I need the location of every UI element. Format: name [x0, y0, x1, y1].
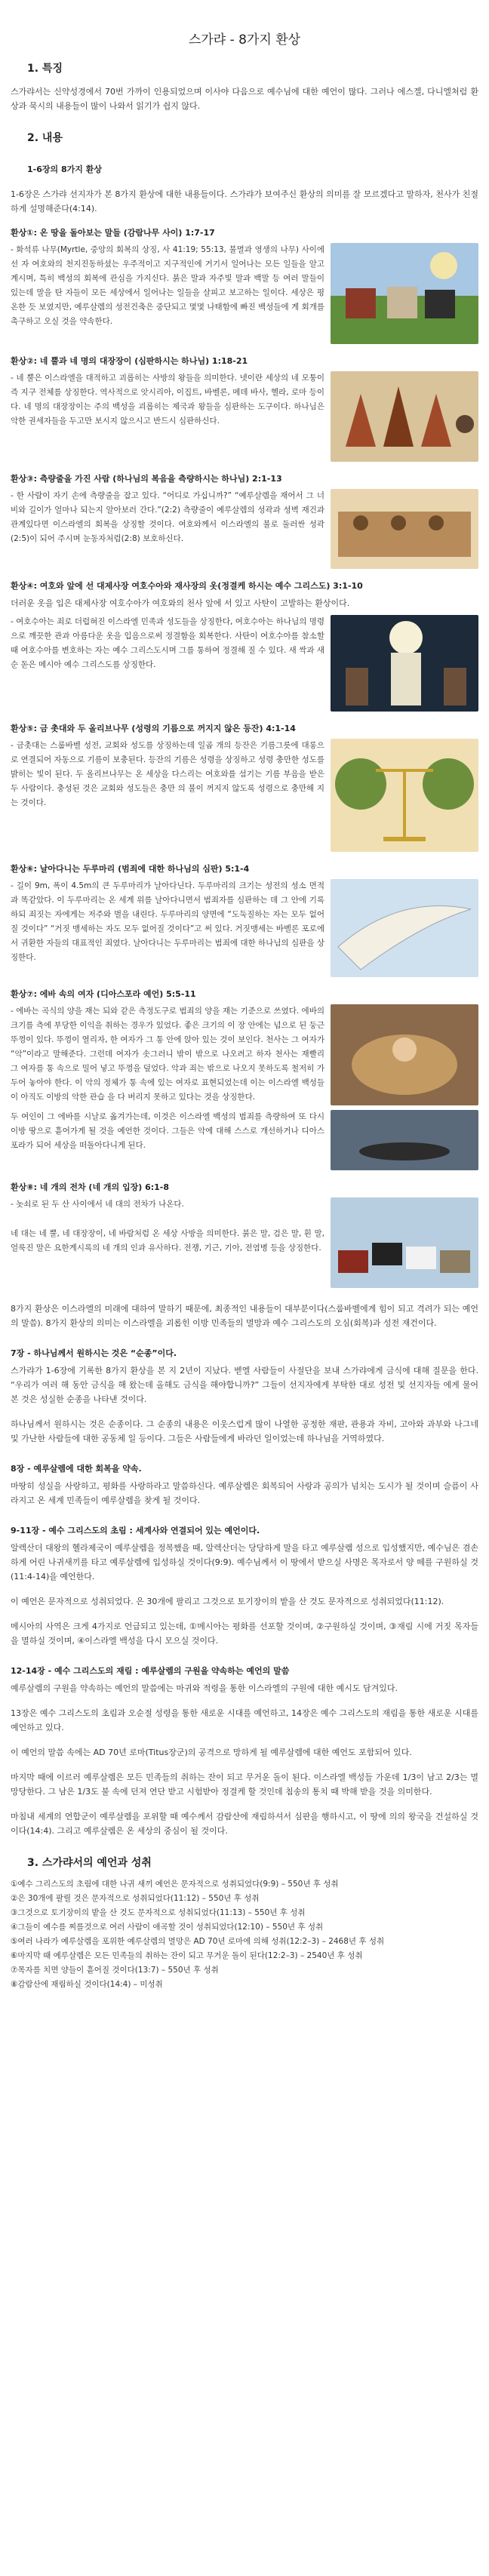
- vision-woman-in-basket-illustration: [331, 1004, 478, 1105]
- chapter-9-11: [11, 1524, 478, 1648]
- vision-1-text: - 화석류 나무(Myrtle, 중앙의 회복의 상징, 사 41:19; 55:13, 불멸과 영생의 나무) 사이에 선 자 여호와의 천지진동하셨는 우주적이고 지구적인에 거기서 일어나는 모든 일들을 알고 계시며, 특히 백성의 회복에 관심을 가지신다. 붉은 말과 자주빛 말과 백말 등 여러 말들이 있는데 말을 탄 자들이 모든 세상에서 일어나는 일들을 살피고 보고하는 일이다. 세상은 평온한 듯 보였지만, 예루살렘의 성전건축은 중단되고 몇몇 나태함에 빠진 백성들에 게 회개를 촉구하고 오실 것을 약속한다.: [11, 245, 324, 326]
- vision-4: [11, 579, 478, 712]
- chapter-12-14-text-5: 마침내 세계의 연합군이 예루살렘을 포위할 때 예수께서 감람산에 재림하셔서 심판을 행하시고, 이 땅에 의의 왕국을 건설하실 것이다(14:4). 그리고 예루살렘은 온 세상의 중심이 될 것이다.: [11, 1812, 478, 1836]
- vision-5-text: - 금촛대는 스룹바벨 성전, 교회와 성도를 상징하는데 일곱 개의 등잔은 기름그릇에 대롱으로 연결되어 자동으로 기름이 보충된다. 등잔의 기름은 성령을 상징하고 성령 충만한 성도를 밝히는 빛이 된다. 두 올리브나무는 온 세상을 다스리는 여호와를 섬기는 기름 부음을 받은 두 사람이다. 충성된 것은 교회와 성도들은 충만 의 불이 꺼지지 않도록 성령으로 충만해 지는 것이다.: [11, 741, 324, 807]
- chapter-9-11-text-3: 메시아의 사역은 크게 4가지로 언급되고 있는데, ①메시아는 평화를 선포할 것이며, ②구원하실 것이며, ③재림 시에 거짓 목자들을 멸하실 것이며, ④이스라엘 백성을 다시 모으실 것이다.: [11, 1622, 478, 1646]
- list-item: ②은 30개에 팔릴 것은 문자적으로 성취되었다(11:12) – 550년 후 성취: [11, 1894, 260, 1903]
- section-heading: 2. 내용: [27, 132, 63, 144]
- chapter-9-11-text-1: 알렉산더 대왕의 헬라제국이 예루살렘을 정복했을 때, 알렉산더는 당당하게 말을 타고 예루살렘 성으로 입성했지만, 예수님은 겸손하게 어린 나귀새끼를 타고 예루살렘에 입성하실 것이다(9:9). 예수님께서 이 땅에서 받으실 사명은 목자로서 양 떼를 구원하실 것(11:4-14)을 예언한다.: [11, 1543, 478, 1582]
- vision-5: [11, 722, 478, 852]
- vision-1-heading: 환상①: 온 땅을 돌아보는 말들 (감람나무 사이) 1:7-17: [11, 228, 215, 238]
- chapter-7-heading: 7장 - 하나님께서 원하시는 것은 “순종”이다.: [11, 1348, 177, 1358]
- chapter-7: [11, 1347, 478, 1446]
- sub-heading: 1-6장의 8가지 환상: [27, 164, 102, 174]
- vision-8-text-2: 네 대는 네 뿔, 네 대장장이, 네 바람처럼 온 세상 사방을 의미한다. 붉은 말, 검은 말, 흰 말, 얼룩진 말은 요한계시록의 네 개의 인과 유사하다. 전쟁, 기근, 기아, 전염병 등을 상징한다.: [11, 1229, 324, 1253]
- vision-8: [11, 1181, 478, 1288]
- list-item: ⑥마지막 때 예루살렘은 모든 민족들의 취하는 잔이 되고 무거운 돌이 된다(12:2–3) – 2540년 후 성취: [11, 1951, 363, 1960]
- section-heading: 3. 스가랴서의 예언과 성취: [27, 1857, 152, 1869]
- list-item: ⑧감람산에 재림하실 것이다(14:4) – 미성취: [11, 1980, 163, 1989]
- chapter-12-14-text-4: 마지막 때에 이르러 예루살렘은 모든 민족들의 취하는 잔이 되고 무거운 돌이 된다. 이스라엘 백성들 가운데 1/3이 남고 2/3는 멸망당한다. 그 남은 1/3도 불 속에 던져 연단 받고 시험받아 정결케 할 것인데 침송의 통치 때 박해 받을 것을 의미한다.: [11, 1772, 478, 1797]
- list-item: ③그것으로 토기장이의 밭을 산 것도 문자적으로 성취되었다(11:13) – 550년 후 성취: [11, 1908, 306, 1917]
- chapter-12-14: [11, 1665, 478, 1838]
- chapter-9-11-heading: 9-11장 - 예수 그리스도의 초림 : 세계사와 연결되어 있는 예언이다.: [11, 1526, 260, 1535]
- vision-5-heading: 환상⑤: 금 촛대와 두 올리브나무 (성령의 기름으로 꺼지지 않은 등잔) 4:1-14: [11, 724, 296, 733]
- vision-3-text: - 한 사람이 자기 손에 측량줄을 잡고 있다. “어디로 가십니까?” “예루살렘을 재어서 그 너비와 길이가 얼마나 되는지 알아보러 간다.”(2:2) 측량줄이 예루살렘의 성곽과 성벽 재건과 관계있다면 이스라엘의 회복을 상징할 것이다. 여호와께서 이스라엘의 불로 둘러싼 성곽(2:5)이 되어 주시며 눈동자처럼(2:8) 보호하신다.: [11, 491, 324, 543]
- chapter-7-text-1: 스가랴가 1-6장에 기록한 8가지 환상을 본 지 2년이 지났다. 벧엘 사람들이 사절단을 보내 스가랴에게 금식에 대해 질문을 한다. “우리가 여러 해 동안 금식을 해 왔는데 올해도 금식을 해야합니까?” 그들이 선지자에게 부탁한 대로 성전 및 선지자들 에게 물어본 것은 성실한 순종을 나타낸 것이다.: [11, 1366, 478, 1404]
- vision-6-text: - 길이 9m, 폭이 4.5m의 큰 두루마리가 날아다닌다. 두루마리의 크기는 성전의 성소 면적과 똑같았다. 이 두루마리는 온 세계 위를 날아다니면서 범죄자를 심판하는 데 그 안에 기록하되 죄짓는 자에게는 저주와 벌을 내린다. 두루마리의 양면에 “도둑질하는 자는 모두 없어질 것이다” “거짓 맹세하는 자도 모두 없어질 것이다”고 써 있다. 거짓맹세는 바벨론 포로에서 귀환한 자들의 대표적인 죄였다. 날아다니는 두루마리는 범죄에 대한 하나님의 심판을 상징한다.: [11, 881, 324, 962]
- vision-8-heading: 환상⑧: 네 개의 전차 (네 개의 입장) 6:1-8: [11, 1182, 170, 1192]
- section-2: [11, 113, 478, 157]
- chapter-12-14-heading: 12-14장 - 예수 그리스도의 재림 : 예루살렘의 구원을 약속하는 예언의 말씀: [11, 1666, 290, 1676]
- vision-horsemen-illustration: [331, 243, 478, 344]
- vision-2: [11, 355, 478, 462]
- vision-chariots-illustration: [331, 1197, 478, 1288]
- vision-8-text: [11, 1197, 324, 1256]
- vision-6-heading: 환상⑥: 날아다니는 두루마리 (범죄에 대한 하나님의 심판) 5:1-4: [11, 864, 250, 874]
- vision-7-heading: 환상⑦: 에바 속의 여자 (디아스포라 예언) 5:5-11: [11, 989, 196, 999]
- fulfillment-list: [11, 1877, 478, 1992]
- vision-6: [11, 862, 478, 977]
- section-1: [11, 60, 478, 85]
- section-3: [11, 1855, 478, 1992]
- vision-4-heading: 환상④: 여호와 앞에 선 대제사장 여호수아와 재사장의 옷(정결케 하시는 예수 그리스도) 3:1-10: [11, 581, 363, 591]
- sub-1: [11, 157, 478, 187]
- vision-shinar-illustration: [331, 1110, 478, 1170]
- vision-4-intro: 더러운 옷을 입은 대제사장 여호수아가 여호와의 천사 앞에 서 있고 사탄이 고발하는 환상이다.: [11, 598, 350, 608]
- sub-1-text: 1-6장은 스가랴 선지자가 본 8가지 환상에 대한 내용들이다. 스가랴가 보여주신 환상의 의미를 잘 모르겠다고 말하자, 천사가 친절하게 설명해준다(4:14).: [11, 189, 478, 214]
- page-title: 스가랴 - 8가지 환상: [188, 32, 301, 48]
- chapter-12-14-text-2: 13장은 예수 그리스도의 초림과 오순절 성령을 통한 새로운 시대를 예언하고, 14장은 예수 그리스도의 재림을 통한 새로운 시대를 예언하고 있다.: [11, 1708, 478, 1732]
- vision-2-text: - 네 뿔은 이스라엘을 대적하고 괴롭히는 사방의 왕들을 의미한다. 넷이란 세상의 네 모퉁이 즉 지구 전체를 상징한다. 역사적으로 앗시리아, 이집트, 바벨론, 메데 바사, 헬라, 로마 등이다. 네 명의 대장장이는 주의 백성을 괴롭히는 제국과 왕들을 심판하는 도구이다. 하나님은 악한 권세자들을 두고만 보시지 않으시고 반드시 심판하신다.: [11, 373, 324, 426]
- chapter-12-14-text-1: 예루살렘의 구원을 약속하는 예언의 말씀에는 마귀와 적령을 통한 이스라엘의 구원에 대한 예시도 담겨있다.: [11, 1683, 398, 1693]
- vision-2-heading: 환상②: 네 뿔과 네 명의 대장장이 (심판하시는 하나님) 1:18-21: [11, 356, 248, 366]
- chapter-12-14-text-3: 이 예언의 말씀 속에는 AD 70년 로마(Titus장군)의 공격으로 망하게 될 예루살렘에 대한 예언도 포함되어 있다.: [11, 1748, 412, 1757]
- vision-1: [11, 226, 478, 344]
- vision-lampstand-illustration: [331, 739, 478, 852]
- list-item: ④그들이 예수를 찌를것으로 여러 사람이 애곡할 것이 성취되었다(12:10) – 550년 후 성취: [11, 1923, 324, 1932]
- list-item: ⑤여러 나라가 예루살렘을 포위한 예루살렘의 멸망은 AD 70년 로마에 의해 성취(12:2–3) – 2468년 후 성취: [11, 1937, 385, 1946]
- section-1-text: 스가랴서는 신약성경에서 70번 가까이 인용되었으며 이사야 다음으로 예수님에 대한 예언이 많다. 그러나 에스겔, 다니엘처럼 환상과 묵시의 내용들이 많이 나와서 읽기가 쉽지 않다.: [11, 87, 478, 111]
- vision-measuring-line-illustration: [331, 489, 478, 569]
- vision-7: [11, 988, 478, 1170]
- vision-4-text: - 여호수아는 죄로 더럽혀진 이스라엘 민족과 성도들을 상징한다, 여호수아는 하나님의 명령으로 깨끗한 관과 아름다운 옷을 입음으로써 정결함을 회복한다. 사탄이 여호수아를 참소할 때 여호수아를 변호하는 자는 예수 그리스도시며 그를 통하여 정결해 질 수 있다. 새 싹과 새순 돋은 메시아 예수 그리스도를 상징한다.: [11, 617, 324, 669]
- chapter-8-text: 마땅히 성실을 사랑하고, 평화를 사랑하라고 말씀하신다. 예루살렘은 회복되어 사랑과 공의가 넘치는 도시가 될 것이며 슬픔이 사라지고 온 세계 민족들이 예루살렘을 찾게 될 것이다.: [11, 1481, 478, 1505]
- chapter-7-text-2: 하나님께서 원하시는 것은 순종이다. 그 순종의 내용은 이웃스럽게 많이 나열한 공정한 재판, 관용과 자비, 고아와 과부와 나그네 및 가난한 사람들에 대한 공동체 일 등이다. 그들은 사람들에게 바라던 일이었는데 하나님을 거역하였다.: [11, 1419, 478, 1443]
- list-item: ①예수 그리스도의 초림에 대한 나귀 새끼 예언은 문자적으로 성취되었다(9:9) – 550년 후 성취: [11, 1880, 339, 1889]
- vision-3: [11, 472, 478, 569]
- vision-7-text: - 에바는 곡식의 양을 재는 되와 같은 측정도구로 범죄의 양을 재는 기준으로 쓰였다. 에바의 크기를 측에 부당한 이익을 취하는 경우가 있었다. 좋은 크기의 이 장 안에는 넘으로 된 둥근 뚜껑이 있다. 뚜껑이 열리자, 한 여자가 그 통 안에 앉아 있는 것이 보인다. 천사는 그 여자가 “악”이라고 말해준다. 그런데 여자가 솟그러니 밖이 밖으로 나오려고 하자 천사는 재빨리 그 여자를 통 속으로 밀어 넣고 뚜껑을 덮었다. 악과 죄는 밖으로 나오지 못하도록 철저히 가두어 놓아야 한다. 이 악의 정체가 통 속에 있는 여자로 표현되었는데 이는 이스라엘 백성들이 아직도 이방의 악한 관습 을 다 버리지 못하고 있다는 것을 상징한다.: [11, 1007, 324, 1102]
- section-heading: 1. 특징: [27, 63, 63, 75]
- vision-flying-scroll-illustration: [331, 879, 478, 977]
- vision-7-text-2: 두 여인이 그 에바를 시날로 옮겨가는데, 이것은 이스라엘 백성의 범죄를 측량하여 또 다시 이방 땅으로 흩어가게 될 것을 예언한 것이다. 그들은 악에 대해 스스로 개선하거나 디아스포라가 되어 세상을 떠돌아다니게 된다.: [11, 1112, 324, 1150]
- vision-8-text-1: - 놋쇠로 된 두 산 사이에서 네 대의 전차가 나온다.: [11, 1200, 184, 1209]
- chapter-8: [11, 1462, 478, 1508]
- chapter-8-heading: 8장 - 예루살렘에 대한 회복을 약속.: [11, 1464, 142, 1474]
- vision-3-heading: 환상③: 측량줄을 가진 사람 (하나님의 복음을 측량하시는 하나님) 2:1-13: [11, 474, 282, 484]
- summary-paragraph: 8가지 환상은 이스라엘의 미래에 대하여 말하기 때문에, 최종적인 내용들이 대부분이다(스룹바벨에게 힘이 되고 격려가 되는 예언의 말씀). 8가지 환상의 의미는 이스라엘을 괴롭힌 이방 민족들의 멸망과 예수 그리스도의 오심(회복)과 성전 재건이다.: [11, 1304, 478, 1328]
- vision-horns-illustration: [331, 371, 478, 462]
- chapter-9-11-text-2: 이 예언은 문자적으로 성취되었다. 은 30개에 팔리고 그것으로 토기장이의 밭을 산 것도 문자적으로 성취되었다(11:12).: [11, 1597, 444, 1606]
- vision-high-priest-illustration: [331, 615, 478, 712]
- list-item: ⑦목자를 치면 양들이 흩어질 것이다(13:7) – 550년 후 성취: [11, 1966, 219, 1975]
